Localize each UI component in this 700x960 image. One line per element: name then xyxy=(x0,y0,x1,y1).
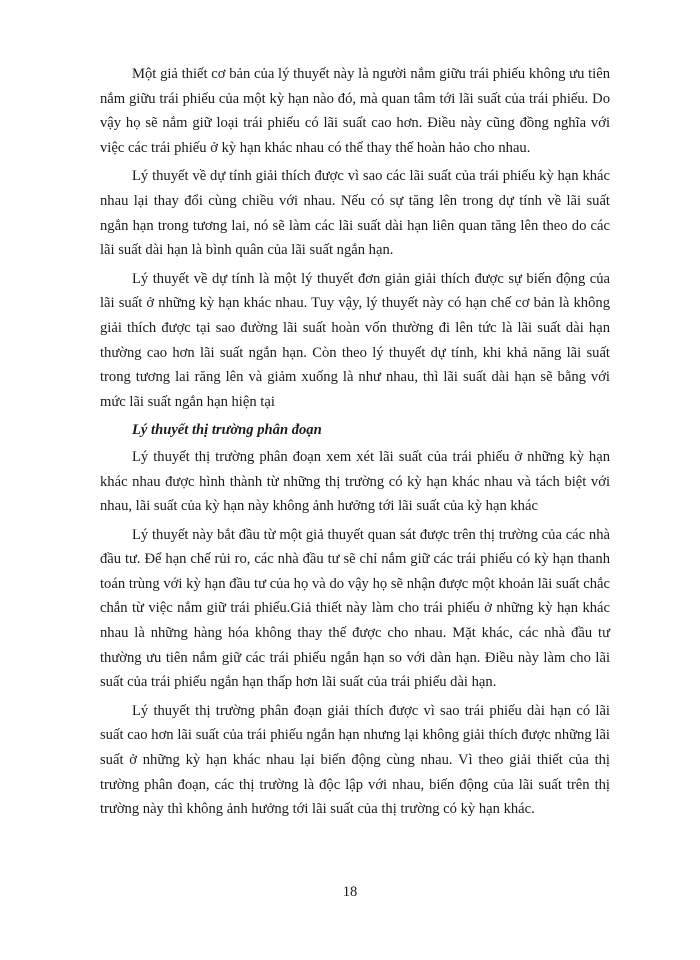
paragraph-1: Một giả thiết cơ bản của lý thuyết này là người nắm giữu trái phiếu không ưu tiên nắm giữu trái phiếu của một kỳ hạn nào đó, mà quan tâm tới lãi suất của trái phiếu. Do vậy họ sẽ nắm giữ loại trái phiếu có lãi suất cao hơn. Điều này cũng đồng nghĩa với việc các trái phiếu ở kỳ hạn khác nhau có thể thay thế hoàn hảo cho nhau. xyxy=(100,66,610,156)
section-heading: Lý thuyết thị trường phân đoạn xyxy=(132,422,322,439)
paragraph-3: Lý thuyết về dự tính là một lý thuyết đơn giản giải thích được sự biến động của lãi suất ở những kỳ hạn khác nhau. Tuy vậy, lý thuyết này có hạn chế cơ bản là không giải thích được tại sao đường lãi suất hoàn vốn thường đi lên tức là lãi suất dài hạn thường cao hơn lãi suất ngắn hạn. Còn theo lý thuyết dự tính, khi khả năng lãi suất trong tương lai răng lên và giảm xuống là như nhau, thì lãi suất dài hạn sẽ bằng với mức lãi suất ngắn hạn hiện tại xyxy=(100,270,610,410)
page-body xyxy=(100,62,610,826)
paragraph-6: Lý thuyết thị trường phân đoạn giải thích được vì sao trái phiếu dài hạn có lãi suất cao hơn lãi suất của trái phiếu ngắn hạn nhưng lại không giải thích được những lãi suất ở những kỳ hạn khác nhau lại biến động cùng nhau. Vì theo giải thiết của thị trường phân đoạn, các thị trường là độc lập với nhau, biến động của lãi suất trên thị trường này thì không ảnh hưởng tới lãi suất của thị trường có kỳ hạn khác. xyxy=(100,702,610,818)
paragraph-5: Lý thuyết này bắt đầu từ một giả thuyết quan sát được trên thị trường của các nhà đầu tư. Để hạn chế rủi ro, các nhà đầu tư sẽ chỉ nắm giữ các trái phiếu có kỳ hạn thanh toán trùng với kỳ hạn đầu tư của họ và do vậy họ sẽ nhận được một khoản lãi suất chắc chắn từ việc nắm giữ trái phiếu.Giả thiết này làm cho trái phiếu ở những kỳ hạn khác nhau là những hàng hóa không thay thế được cho nhau. Mặt khác, các nhà đầu tư thường ưu tiên nắm giữ các trái phiếu ngắn hạn so với dàn hạn. Điều này làm cho lãi suất của trái phiếu ngắn hạn thấp hơn lãi suất của trái phiếu dài hạn. xyxy=(100,526,610,691)
paragraph-4: Lý thuyết thị trường phân đoạn xem xét lãi suất của trái phiếu ở những kỳ hạn khác nhau được hình thành từ những thị trường có kỳ hạn khác nhau và tách biệt với nhau, lãi suất của kỳ hạn này không ảnh hưởng tới lãi suất của kỳ hạn khác xyxy=(100,448,610,515)
page-number: 18 xyxy=(342,884,358,900)
paragraph-2: Lý thuyết về dự tính giải thích được vì sao các lãi suất của trái phiếu kỳ hạn khác nhau lại thay đổi cùng chiều với nhau. Nếu có sự tăng lên trong dự tính về lãi suất ngắn hạn trong tương lai, nó sẽ làm các lãi suất dài hạn liên quan tăng lên theo do các lãi suất dài hạn là bình quân của lãi suất ngắn hạn. xyxy=(100,168,610,259)
